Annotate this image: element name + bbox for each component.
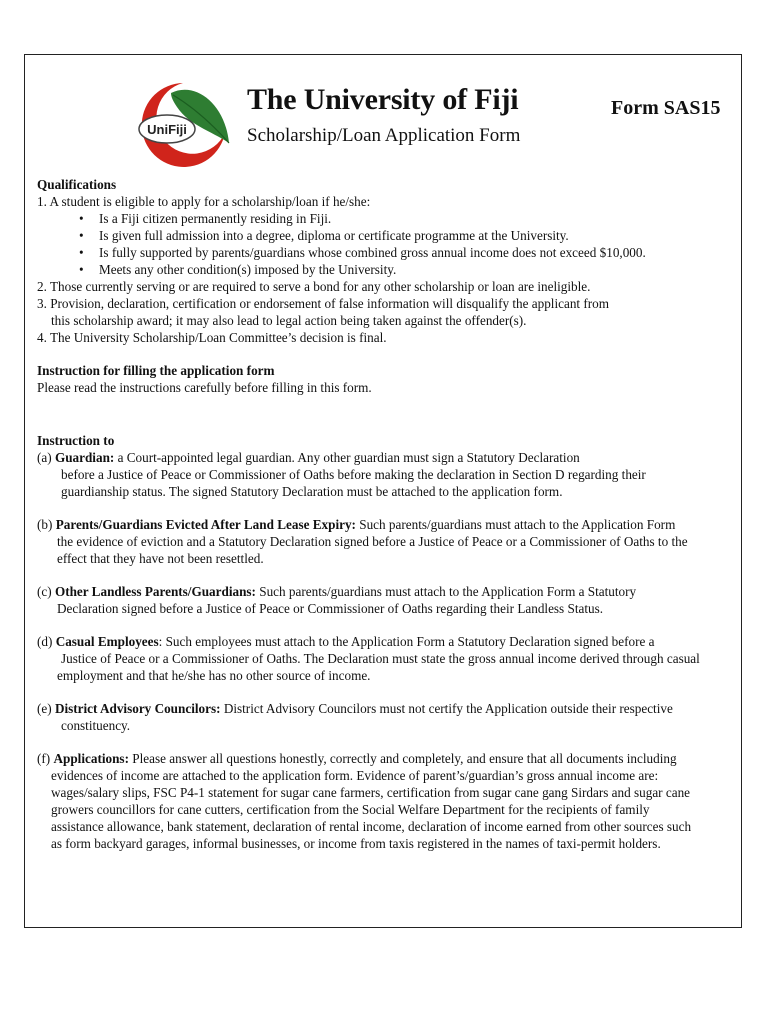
unifiji-logo — [133, 73, 233, 183]
instruction-to-heading: Instruction to — [37, 433, 115, 448]
form-subtitle: Scholarship/Loan Application Form — [247, 125, 521, 146]
qualification-item-1: 1. A student is eligible to apply for a scholarship/loan if he/she: — [37, 194, 371, 209]
instruction-a-label: Guardian: — [54, 450, 115, 465]
list-item: • Is a Fiji citizen permanently residing in Fiji. — [37, 210, 737, 227]
qualification-item-2: 2. Those currently serving or are required to serve a bond for any other scholarship or loan are ineligible. — [37, 279, 591, 294]
instruction-a: (a) Guardian: a Court-appointed legal guardian. Any other guardian must sign a Statutory Declaration before a Justice of Peace or Commissioner of Oaths before making the declaration in Section D regarding their guardianship status. The signed Statutory Declaration must be attached to the application form. — [37, 450, 646, 499]
header — [25, 55, 741, 185]
page-title: The University of Fiji — [247, 83, 519, 116]
instruction-e-label: District Advisory Councilors: — [54, 701, 221, 716]
list-item: • Meets any other condition(s) imposed by the University. — [37, 261, 737, 278]
qualification-item-3-cont: this scholarship award; it may also lead to legal action being taken against the offender(s). — [51, 313, 527, 328]
instruction-d: (d) Casual Employees: Such employees must attach to the Application Form a Statutory Declaration signed before a Justice of Peace or a Commissioner of Oaths. The Declaration must state the gross annual income derived through casual employment and that he/she has no other source of income. — [37, 634, 700, 683]
instruction-d-label: Casual Employees — [55, 634, 159, 649]
instruction-b: (b) Parents/Guardians Evicted After Land Lease Expiry: Such parents/guardians must attach to the Application Form the evidence of eviction and a Statutory Declaration signed before a Justice of Peace or a Commissioner of Oaths to the effect that they have not been resettled. — [37, 517, 688, 566]
qualifications-heading: Qualifications — [37, 177, 117, 192]
instruction-e: (e) District Advisory Councilors: District Advisory Councilors must not certify the Application outside their respective constituency. — [37, 701, 673, 733]
filling-instruction-heading: Instruction for filling the application form — [37, 363, 275, 378]
form-page — [24, 54, 742, 928]
logo-text: UniFiji — [147, 122, 187, 137]
list-item: • Is given full admission into a degree, diploma or certificate programme at the University. — [37, 227, 737, 244]
instruction-c-label: Other Landless Parents/Guardians: — [54, 584, 256, 599]
instruction-c: (c) Other Landless Parents/Guardians: Such parents/guardians must attach to the Application Form a Statutory Declaration signed before a Justice of Peace or Commissioner of Oaths regarding their Landless Status. — [37, 584, 637, 616]
qualification-bullets — [37, 210, 737, 278]
instruction-b-label: Parents/Guardians Evicted After Land Lease Expiry: — [55, 517, 356, 532]
list-item: • Is fully supported by parents/guardians whose combined gross annual income does not exceed $10,000. — [37, 244, 737, 261]
filling-instruction-text: Please read the instructions carefully before filling in this form. — [37, 380, 372, 395]
form-code: Form SAS15 — [611, 97, 721, 119]
qualification-item-3: 3. Provision, declaration, certification or endorsement of false information will disqualify the applicant from — [37, 296, 610, 311]
form-content — [37, 176, 737, 852]
instruction-f-label: Applications: — [53, 751, 129, 766]
instruction-f: (f) Applications: Please answer all questions honestly, correctly and completely, and ensure that all documents including evidences of income are attached to the application form. Evidence of parent’s/guardian’s gross annual income are: wages/salary slips, FSC P4-1 statement for sugar cane farmers, certification from sugar cane gang Sirdars and sugar cane growers councillors for cane cutters, certification from the Social Welfare Department for the recipients of family assistance allowance, bank statement, declaration of rental income, declaration of income earned from other sources such as form backyard garages, informal businesses, or income from taxis registered in the names of taxi-permit holders. — [37, 751, 692, 851]
qualification-item-4: 4. The University Scholarship/Loan Committee’s decision is final. — [37, 330, 387, 345]
